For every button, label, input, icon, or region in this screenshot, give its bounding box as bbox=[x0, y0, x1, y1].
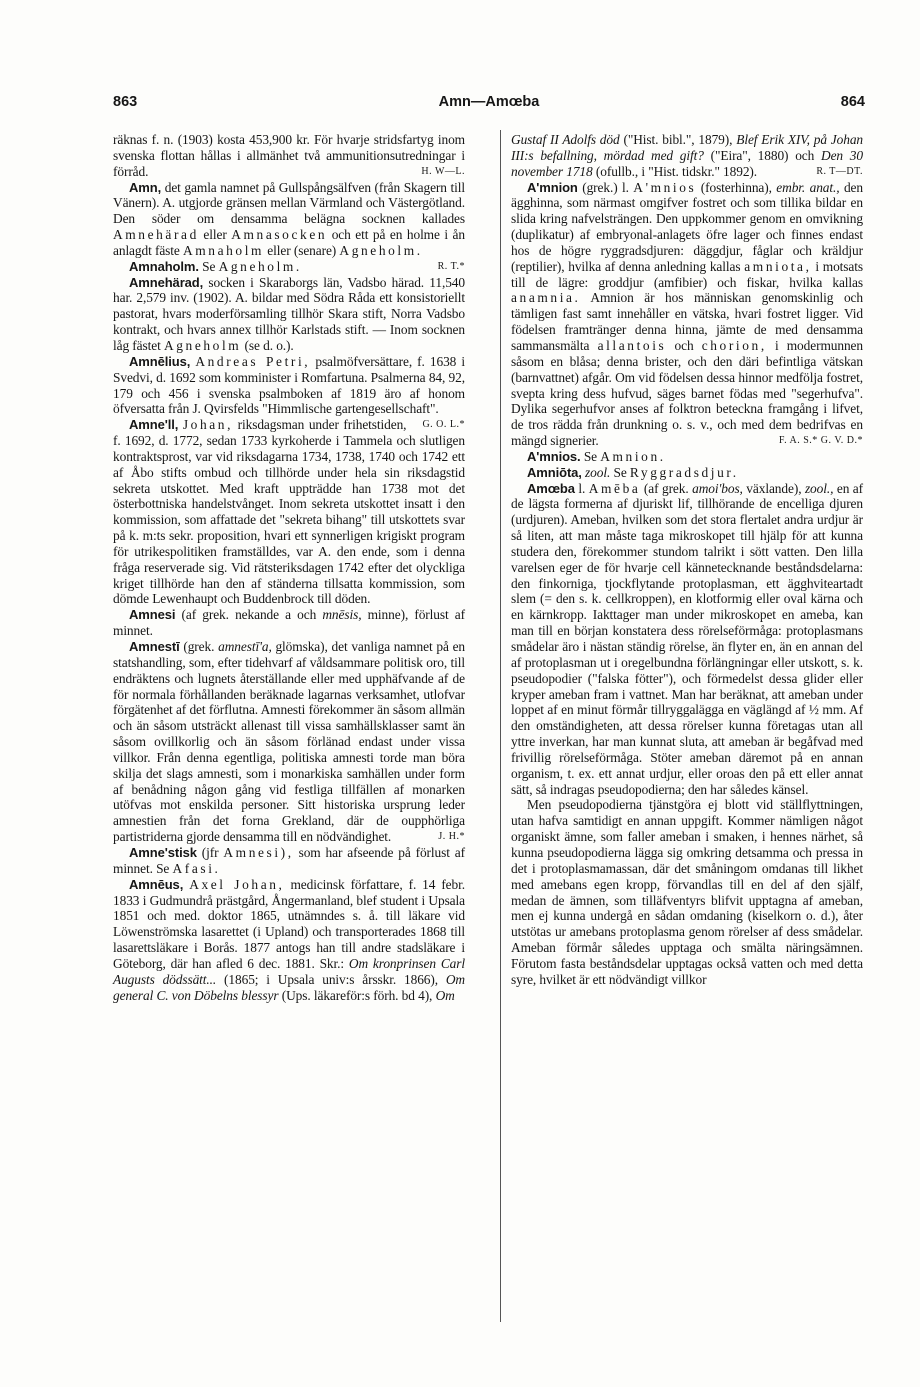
signature: H. W—L. bbox=[421, 165, 465, 177]
page-number-left: 863 bbox=[113, 94, 138, 110]
signature: J. H.* bbox=[438, 831, 465, 843]
entry-continuation: Gustaf II Adolfs död ("Hist. bibl.", 1879), Blef Erik XIV, på Johan III:s befallning, mördad med gift? ("Eira", 1880) och Den 30 november 1718 (ofullb., i "Hist. tidskr." 1892). R. T—DT. bbox=[511, 132, 864, 179]
entry-continuation: räknas f. n. (1903) kosta 453,900 kr. För hvarje stridsfartyg inom svenska flottan hållas i allmänhet två ammunitionsutredningar i förråd. H. W—L. bbox=[113, 132, 465, 179]
headword: Amnehärad, bbox=[129, 274, 204, 290]
headword: Amne'stisk bbox=[129, 844, 197, 860]
running-title: Amn—Amœba bbox=[438, 94, 540, 110]
headword: Amn, bbox=[129, 179, 162, 195]
headword: Amnēus, bbox=[129, 876, 184, 892]
headword: Amnaholm. bbox=[129, 258, 199, 274]
signature: G. O. L.* bbox=[422, 419, 465, 431]
entry-amnaholm: Amnaholm. Se Agneholm. bbox=[129, 258, 302, 274]
headword: Amnēlius, bbox=[129, 353, 191, 369]
entry-amnelius: Amnēlius, Andreas Petri, psalmöfversättare, f. 1638 i Svedvi, d. 1692 som komminister i Romfartuna. Psalmerna 84, 92, 179 och 456 i svenska psalmboken af 1819 äro af honom öfversatta från J. Qvirsfelds "Himmlische gartengesellschaft". G. O. L.* bbox=[113, 354, 465, 417]
column-divider bbox=[500, 130, 501, 1322]
entry-amneharad: Amnehärad, socken i Skaraborgs län, Vadsbo härad. 11,540 har. 2,579 inv. (1902). A. bildar med Södra Råda ett konsistoriellt pastorat, hvars moderförsamling tillhör Skara stift, Norra Vadsbo kontrakt, och hvars annex tillhör Karlstads stift. — Inom socknen låg fästet Agneholm (se d. o.). bbox=[113, 274, 465, 353]
headword: Amnesi bbox=[129, 607, 176, 623]
signature: F. A. S.* G. V. D.* bbox=[778, 435, 863, 447]
entry-amnion: A'mnion (grek.) l. A'mnios (fosterhinna), embr. anat., den ägghinna, som närmast omgifver fostret och som tillika bildar en slida kring nafvelsträngen. Den uppkommer genom en omvikning (duplikatur) af embryonal-anlagets öfre lager och finnes endast hos de högre ryggradsdjuren: däggdjur, fåglar och kräldjur (reptilier), hvilka af denna anledning kallas amniota, i motsats till de lägre: groddjur (amfibier) och fiskar, hvilka kallas anamnia. Amnion är hos människan genomskinlig och tämligen fast samt innehåller en vätska, hvari fostret ligger. Vid födelsen framtränger denna hinna, jämte de med densamma sammansmälta allantois och chorion, i modermunnen såsom en blåsa; denna brister, och den däri befintliga vätskan (barnvattnet) afgår. Om vid födelsen dessa hinnor medfölja fostret, svepta kring dess hufvud, säges barnet födas med "segerhufva". Dylika segerhufvor anses af folktron beteckna framgång i lifvet, de tros rädda från drunkning o. s. v., och med dem bedrifvas en mängd signerier. F. A. S.* G. V. D.* bbox=[511, 179, 863, 449]
headword: A'mnion bbox=[527, 179, 578, 195]
entry-amnesi: Amnesi (af grek. nekande a och mnēsis, minne), förlust af minnet. bbox=[113, 607, 465, 639]
signature: R. T—DT. bbox=[816, 165, 863, 177]
headword: Amnestī bbox=[129, 639, 180, 654]
page-number-right: 864 bbox=[840, 94, 865, 110]
entry-amoeba: Amœba l. Amēba (af grek. amoi'bos, växlande), zool., en af de lägsta formerna af djuriskt lif, tillhörande de encelliga djuren (urdjuren). Ameban, hvilken som det stora flertalet andra urdjur är så liten, att man måste taga mikroskopet till hjälp för att kunna studera den, förekommer stundom talrikt i sött vatten. Den lilla varelsen eger de för hvarje cell kännetecknande beståndsdelarna: den finkorniga, tjockflytande protoplasman, ett ägghviteartadt slem (= den s. k. cellkroppen), en klotformig eller oval kärna och en kärnkropp. Iakttager man under mikroskopet en ameba, kan man till en början konstatera dess rörelseförmåga: protoplasmans smådelar äro i nästan ständig rörelse, än flyter en, än en annan del af protoplasman ut i oregelbundna förlängningar eller utskott, s. k. pseudopodier ("falska fötter"), och förmedelst dessa glider eller kryper ameban fram i vattnet. Man har beräknat, att ameban under loppet af en minut förmår tillryggalägga en väglängd af ½ mm. Af den omständigheten, att dessa rörelser kunna företagas utan all yttre inverkan, har man kunnat sluta, att ameban är begåfvad med frivillig rörelseförmåga. Stöter ameban däremot på en annan organism, t. ex. ett annat urdjur, eller oroas den på ett eller annat sätt, så indragas pseudopodierna; den har således känsel. bbox=[511, 480, 863, 797]
entry-amoeba-continued: Men pseudopodierna tjänstgöra ej blott vid ställflyttningen, utan hafva samtidigt en annan uppgift. Kommer nämligen något organiskt ämne, som faller ameban i smaken, i hennes närhet, så kunna pseudopodierna lägga sig omkring detsamma och pressa in det i protoplasmamassan, där det småningom omdanas till likhet med amebans egen kropp, förvandlas till en del af den själf, medan de ämnen, som tilläfventyrs blifvit upptagna af ameban, men ej kunna undergå en sådan omdaning (kiselkorn o. d.), åter utstötas ur amebans protoplasma genom rörelser af dess smådelar. Ameban förmår således upptaga och smälta näringsämnen. Förutom fasta beståndsdelar upptagas också vatten och med detta syre, hvilket är ett nödvändigt villkor bbox=[511, 797, 863, 987]
entry-amnesti: Amnestī (grek. amnestī'a, glömska), det vanliga namnet på en statshandling, som, efter tidehvarf af våldsammare politisk oro, till endräktens och lugnets återställande eller med upphäfvande af de för normala förhållanden beräknade lagarnas verksamhet, utlofvar förgätenhet af det förflutna. Amnesti förekommer än såsom allmän och än såsom utsträckt allenast till vissa samhällsklasser samt än såsom ovillkorlig och än såsom förlänad endast under vissa villkor. Från denna egentliga, politiska amnesti torde man böra skilja det slags amnesti, som i monarkiska samhällen under form af benådning någon gång vid festliga tillfällen af monarken utöfvas mot enskilda personer. Sitt historiska ursprung leder amnestien från det forna Grekland, där de oupphörliga partistriderna gjorde densamma till en nödvändighet. J. H.* bbox=[113, 639, 466, 845]
right-column bbox=[511, 132, 863, 988]
entry-amniota: Amniōta, zool. Se Ryggradsdjur. bbox=[527, 464, 739, 480]
entry-amnios: A'mnios. Se Amnion. bbox=[527, 448, 666, 464]
entry-amnestisk: Amne'stisk (jfr Amnesi), som har afseende på förlust af minnet. Se Afasi. bbox=[113, 844, 465, 876]
left-column bbox=[113, 132, 465, 1003]
running-header bbox=[113, 94, 865, 112]
headword: Amne'll, bbox=[129, 417, 179, 433]
entry-amneus: Amnēus, Axel Johan, medicinsk författare, f. 14 febr. 1833 i Gudmundrå prästgård, Ångermanland, blef student i Upsala 1851 och med. doktor 1865, utnämndes s. å. till läkare vid Löwenströmska lasarettet (i Upland) och transporterades 1868 till lasarettsläkare i Borås. 1877 antogs han till andre stadsläkare i Göteborg, där han afled 6 dec. 1881. Skr.: Om kronprinsen Carl Augusts dödssätt... (1865; i Upsala univ:s årsskr. 1866), Om general C. von Döbelns blessyr (Ups. läkareför:s förh. bd 4), Om bbox=[113, 876, 465, 1003]
headword: Amœba bbox=[527, 480, 575, 496]
headword: Amniōta, bbox=[527, 464, 582, 480]
headword: A'mnios. bbox=[527, 448, 581, 464]
signature: R. T.* bbox=[437, 260, 465, 272]
entry-amn: Amn, det gamla namnet på Gullspångsälfven (från Skagern till Vänern). A. utgjorde gränsen mellan Värmland och Västergötland. Den söder om densamma belägna socknen kallades Amnehärad eller Amnasocken och ett på en holme i ån anlagdt fäste Amnaholm eller (senare) Agneholm. R. T.* bbox=[113, 180, 465, 259]
entry-amnell: Amne'll, Johan, riksdagsman under frihetstiden, f. 1692, d. 1772, sedan 1733 kyrkoherde i Tammela och slutligen kontraktsprost, var vid riksdagarna 1734, 1738, 1740 och 1742 ett af Åbo stifts ombud och tillhörde under hela sin riksdagstid sekreta utskottet. Med kraft uppträdde han 1738 mot det österbottniska handelstvånget. Inom sekreta utskottet insatt i den kommission, som affattade det "sekreta bihang" till utskottets svar på k. m:ts sekr. proposition, hvari ett synnerligen krigiskt program för utrikespolitiken framställdes, var A. den ende, som i denna fråga reserverade sig. Vid rätsteriksdagen 1742 efter det olyckliga kriget tillhörde han den af ständerna tillsatta kommission, som dömde Lewenhaupt och Buddenbrock till döden. bbox=[113, 417, 465, 607]
